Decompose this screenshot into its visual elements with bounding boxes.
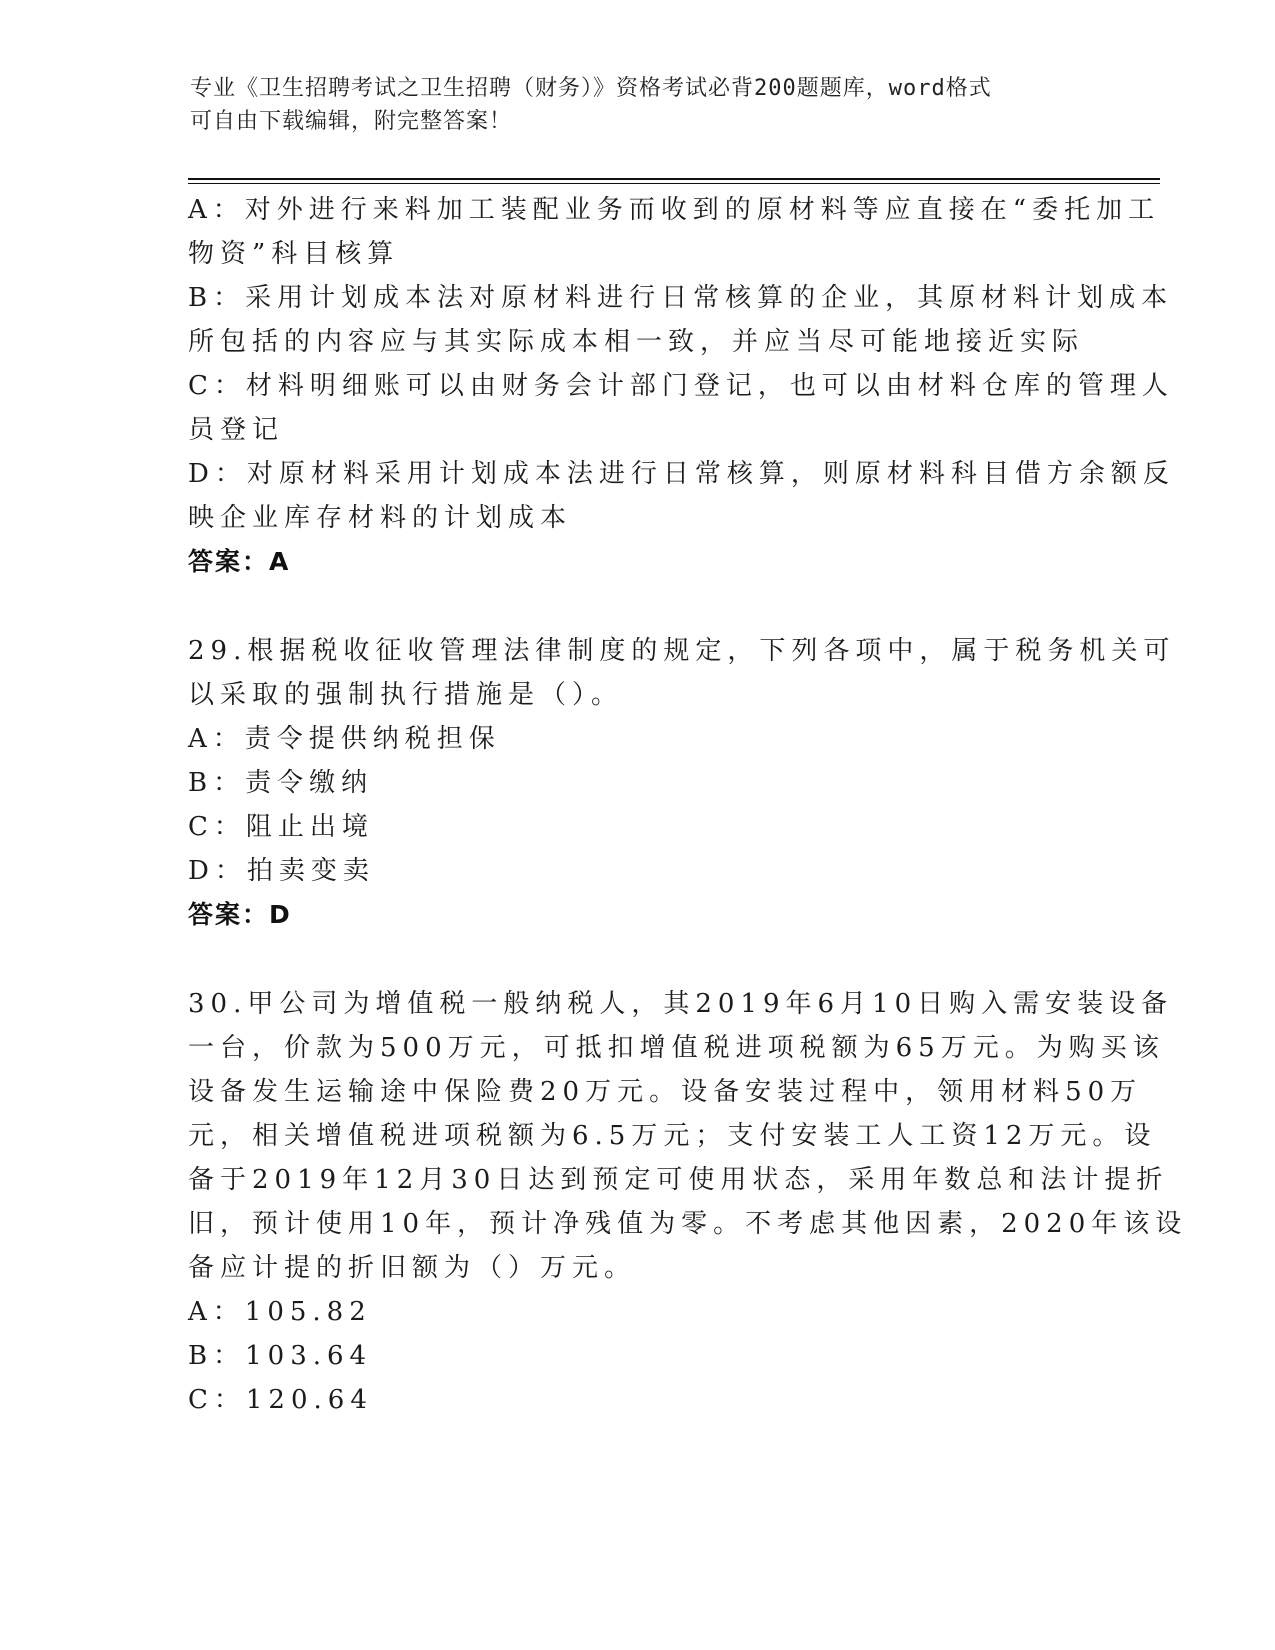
question-28-options (188, 188, 1175, 540)
document-body (188, 188, 1188, 1422)
question-30-stem-line-1: 30.甲公司为增值税一般纳税人，其2019年6月10日购入需安装设备 (188, 989, 1174, 1019)
question-29-option-b: B：责令缴纳 (188, 768, 374, 798)
option-c-line-2: 员登记 (188, 415, 285, 445)
question-30-option-b: B：103.64 (188, 1341, 373, 1371)
option-b-line-1: B：采用计划成本法对原材料进行日常核算的企业，其原材料计划成本 (188, 283, 1174, 313)
question-29-option-c: C：阻止出境 (188, 812, 374, 842)
question-28-answer: 答案：A (188, 547, 291, 576)
question-29 (188, 629, 1176, 893)
option-d-line-1: D：对原材料采用计划成本法进行日常核算，则原材料科目借方余额反 (188, 459, 1175, 489)
spacer (188, 584, 1078, 629)
question-30-stem-line-5: 备于2019年12月30日达到预定可使用状态，采用年数总和法计提折 (188, 1165, 1169, 1195)
option-b-line-2: 所包括的内容应与其实际成本相一致，并应当尽可能地接近实际 (188, 327, 1085, 357)
question-30-stem-line-4: 元，相关增值税进项税额为6.5万元；支付安装工人工资12万元。设 (188, 1121, 1157, 1151)
question-30-stem-line-2: 一台，价款为500万元，可抵扣增值税进项税额为65万元。为购买该 (188, 1033, 1165, 1063)
question-29-stem-line-2: 以采取的强制执行措施是（）。 (188, 680, 624, 710)
question-30-option-a: A：105.82 (188, 1297, 372, 1327)
question-30 (188, 982, 1188, 1422)
question-29-answer: 答案：D (188, 900, 292, 929)
option-a-line-2: 物资”科目核算 (188, 239, 400, 269)
question-29-stem-line-1: 29.根据税收征收管理法律制度的规定，下列各项中，属于税务机关可 (188, 636, 1176, 666)
header-line-2: 可自由下载编辑，附完整答案！ (190, 109, 513, 134)
option-d-line-2: 映企业库存材料的计划成本 (188, 503, 573, 533)
option-a-line-1: A：对外进行来料加工装配业务而收到的原材料等应直接在“委托加工 (188, 195, 1161, 225)
option-c-line-1: C：材料明细账可以由财务会计部门登记，也可以由材料仓库的管理人 (188, 371, 1174, 401)
header-divider-thin (188, 183, 1160, 184)
document-header (190, 72, 1070, 138)
header-line-1: 专业《卫生招聘考试之卫生招聘（财务）》资格考试必背200题题库，word格式 (190, 76, 992, 101)
header-divider-thick (188, 178, 1160, 180)
spacer (188, 937, 1078, 982)
question-30-stem-line-3: 设备发生运输途中保险费20万元。设备安装过程中，领用材料50万 (188, 1077, 1143, 1107)
question-30-stem-line-7: 备应计提的折旧额为（）万元。 (188, 1253, 637, 1283)
question-30-option-c: C：120.64 (188, 1385, 373, 1415)
question-29-option-a: A：责令提供纳税担保 (188, 724, 501, 754)
question-30-stem-line-6: 旧，预计使用10年，预计净残值为零。不考虑其他因素，2020年该设 (188, 1209, 1188, 1239)
question-29-option-d: D：拍卖变卖 (188, 856, 375, 886)
